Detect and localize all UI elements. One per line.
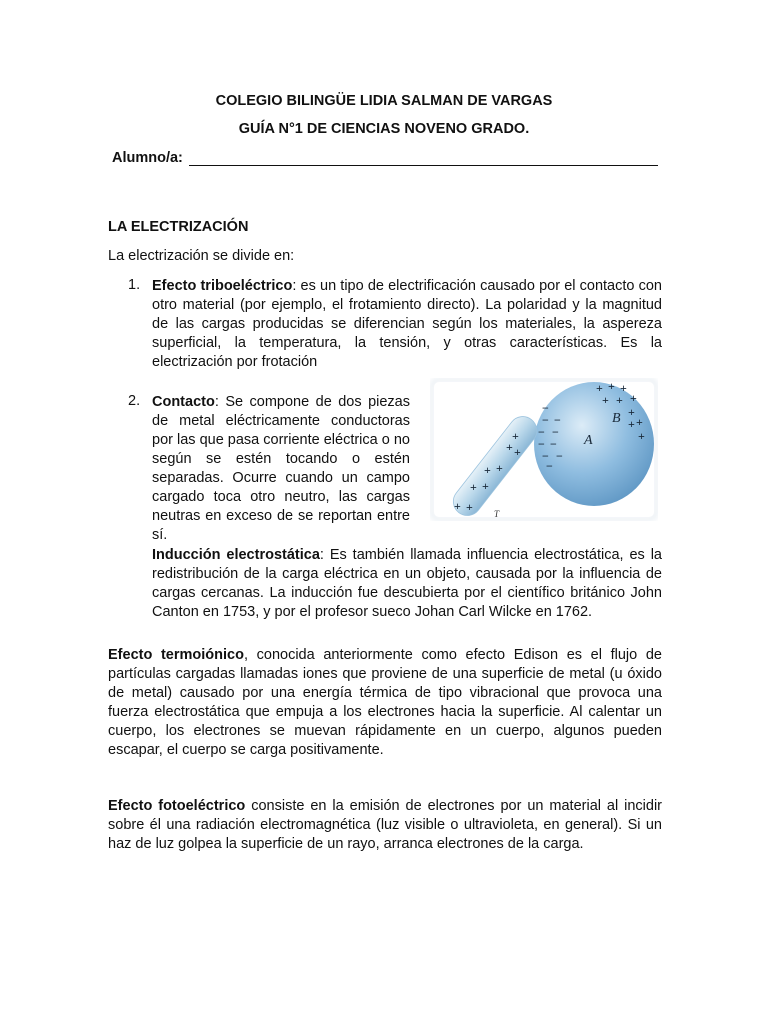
list-item-text — [152, 277, 662, 372]
label-a: A — [584, 433, 593, 448]
svg-text:+: + — [466, 500, 473, 514]
svg-text:−: − — [542, 413, 549, 427]
svg-text:+: + — [482, 479, 489, 493]
svg-text:−: − — [554, 413, 561, 427]
student-label: Alumno/a: — [112, 150, 183, 166]
term-induction: Inducción electrostática — [152, 547, 320, 563]
svg-text:+: + — [514, 445, 521, 459]
svg-text:+: + — [628, 417, 635, 431]
svg-text:−: − — [542, 401, 549, 415]
svg-text:+: + — [628, 405, 635, 419]
svg-text:+: + — [496, 461, 503, 475]
thermionic-definition: , conocida anteriormente como efecto Edison es el flujo de partículas cargadas llamadas iones que proviene de una superficie de metal (u óxido de metal) causado por una energía térmica de tipo vibracional que provoca una fuerza electrostática que empuja a los electrones hacia la superficie. Al calentar un cuerpo, los electrones se muevan rápidamente en un cuerpo, algunos pueden escapar, el cuerpo se carga positivamente. — [108, 647, 662, 758]
svg-text:+: + — [512, 429, 519, 443]
term-photoelectric: Efecto fotoeléctrico — [108, 798, 246, 814]
svg-text:+: + — [616, 393, 623, 407]
svg-text:+: + — [470, 480, 477, 494]
svg-text:−: − — [542, 449, 549, 463]
triboelectric-definition: : es un tipo de electrificación causado por el contacto con otro material (por ejemplo, el frotamiento directo). La polaridad y la magnitud de las cargas producidas se diferencian según los materiales, la aspereza superficial, la temperatura, la tensión, y otras características. Es la electrización por frotación — [152, 278, 662, 370]
section-title: LA ELECTRIZACIÓN — [108, 219, 249, 235]
label-t: T — [494, 509, 500, 519]
svg-text:+: + — [620, 381, 627, 395]
svg-text:+: + — [636, 415, 643, 429]
svg-text:+: + — [608, 379, 615, 393]
fotoelectrico-paragraph — [108, 797, 662, 854]
svg-text:−: − — [538, 437, 545, 451]
induction-illustration — [430, 378, 658, 521]
svg-text:+: + — [630, 391, 637, 405]
svg-text:+: + — [454, 499, 461, 513]
svg-text:−: − — [546, 459, 553, 473]
student-name-line — [189, 165, 658, 166]
svg-text:−: − — [552, 425, 559, 439]
induccion-paragraph — [152, 546, 662, 622]
term-thermionic: Efecto termoiónico — [108, 647, 244, 663]
svg-text:+: + — [602, 393, 609, 407]
guide-title: GUÍA N°1 DE CIENCIAS NOVENO GRADO. — [238, 121, 530, 137]
list-number: 2. — [128, 393, 141, 409]
label-b: B — [612, 411, 621, 426]
school-title: COLEGIO BILINGÜE LIDIA SALMAN DE VARGAS — [215, 93, 553, 109]
svg-text:−: − — [538, 425, 545, 439]
list-item-text — [152, 393, 410, 545]
electrostatic-induction-figure — [430, 378, 658, 521]
induction-definition: : Es también llamada influencia electrostática, es la redistribución de la carga eléctrica en un objeto, causada por la influencia de cargas cercanas. La inducción fue descubierta por el científico británico John Canton en 1753, y por el profesor sueco Johan Carl Wilcke en 1762. — [152, 547, 662, 620]
termoionico-paragraph — [108, 646, 662, 760]
section-intro: La electrización se divide en: — [108, 248, 295, 264]
svg-text:−: − — [556, 449, 563, 463]
svg-text:+: + — [506, 440, 513, 454]
term-triboelectric: Efecto triboeléctrico — [152, 278, 293, 294]
svg-text:+: + — [596, 381, 603, 395]
photoelectric-definition: consiste en la emisión de electrones por un material al incidir sobre él una radiación electromagnética (luz visible o ultravioleta, en general). Si un haz de luz golpea la superficie de un rayo, arranca electrones de la carga. — [108, 798, 663, 852]
svg-text:+: + — [638, 429, 645, 443]
list-number: 1. — [128, 277, 141, 293]
contact-definition: : Se compone de dos piezas de metal eléctricamente conductoras por las que pasa corriente eléctrica o no según se estén tocando o estén separadas. Ocurre cuando un campo cargado toca otro neutro, las cargas neutras en exceso de se reportan entre sí. — [152, 394, 410, 543]
svg-text:−: − — [550, 437, 557, 451]
term-contact: Contacto — [152, 394, 215, 410]
svg-text:+: + — [484, 463, 491, 477]
